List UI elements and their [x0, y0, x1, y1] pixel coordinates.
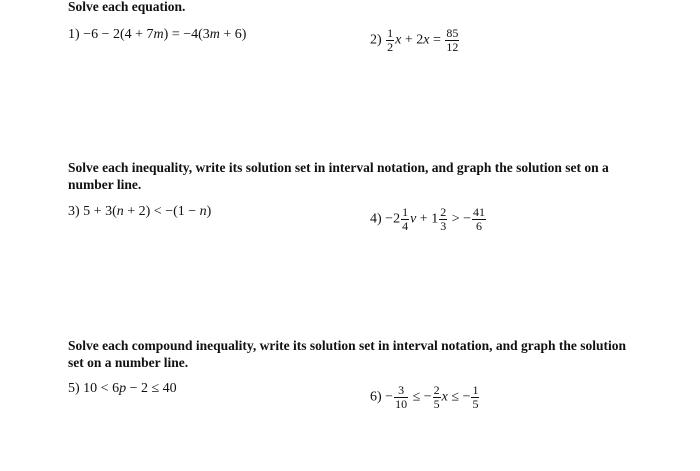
section-heading-inequalities: Solve each inequality, write its solution set in interval notation, and graph the solution set on a number line. [68, 160, 609, 192]
numerator: 1 [402, 205, 409, 219]
variable: x [395, 32, 402, 48]
problem-4 [370, 206, 487, 233]
expr-part: + 2) < −(1 − [123, 204, 200, 219]
expr-part: 10 < 6 [83, 381, 120, 396]
variable: v [410, 211, 417, 227]
fraction [394, 384, 408, 411]
problem-number: 6) [370, 389, 382, 405]
variable: x [441, 389, 448, 405]
variable: x [423, 32, 430, 48]
section-heading-compound-inequalities: Solve each compound inequality, write its solution set in interval notation, and graph the solution set on a number line. [68, 338, 627, 370]
variable: p [119, 381, 127, 396]
problem-6 [370, 384, 480, 411]
problem-number: 1) [68, 27, 80, 42]
problem-1 [68, 27, 246, 43]
expr-part: 5 + 3( [83, 204, 117, 219]
fraction [471, 384, 479, 411]
denominator: 4 [402, 219, 409, 233]
numerator: 85 [446, 26, 459, 40]
expr-part: − [385, 389, 394, 405]
variable: n [199, 204, 207, 219]
problem-5 [68, 381, 177, 397]
fraction [386, 27, 394, 54]
numerator: 2 [440, 205, 447, 219]
variable: m [209, 27, 220, 42]
numerator: 1 [472, 383, 479, 397]
denominator: 3 [440, 219, 447, 233]
numerator: 3 [394, 384, 408, 398]
fraction [401, 206, 409, 233]
expr-part: + 6) [219, 27, 247, 42]
expr-part: + 2 [401, 32, 424, 48]
expr-part: + 1 [416, 211, 439, 227]
numerator: 1 [387, 26, 394, 40]
expr-part: −6 − 2(4 + 7 [83, 27, 154, 42]
variable: m [153, 27, 164, 42]
fraction [445, 27, 459, 54]
problem-number: 5) [68, 381, 80, 396]
denominator: 12 [446, 40, 459, 54]
expr-part: − 2 ≤ 40 [126, 381, 177, 396]
denominator: 5 [433, 397, 440, 411]
fraction [472, 206, 486, 233]
denominator: 6 [476, 219, 482, 233]
expr-part: −2 [385, 211, 401, 227]
expr-part: ) = −4(3 [163, 27, 210, 42]
variable: n [116, 204, 124, 219]
fraction [433, 384, 441, 411]
expr-part: = [429, 32, 445, 48]
expr-part: > − [448, 211, 471, 227]
denominator: 10 [395, 397, 408, 411]
denominator: 5 [472, 397, 479, 411]
numerator: 41 [473, 205, 485, 219]
problem-number: 3) [68, 204, 80, 219]
problem-number: 2) [370, 32, 382, 48]
problem-number: 4) [370, 211, 382, 227]
fraction [439, 206, 447, 233]
numerator: 2 [433, 383, 440, 397]
denominator: 2 [387, 40, 394, 54]
problem-3 [68, 204, 211, 220]
expr-part: ) [206, 204, 212, 219]
expr-part: ≤ − [447, 389, 471, 405]
section-heading-equations: Solve each equation. [68, 0, 186, 14]
expr-part: ≤ − [409, 389, 432, 405]
problem-2 [370, 27, 460, 54]
